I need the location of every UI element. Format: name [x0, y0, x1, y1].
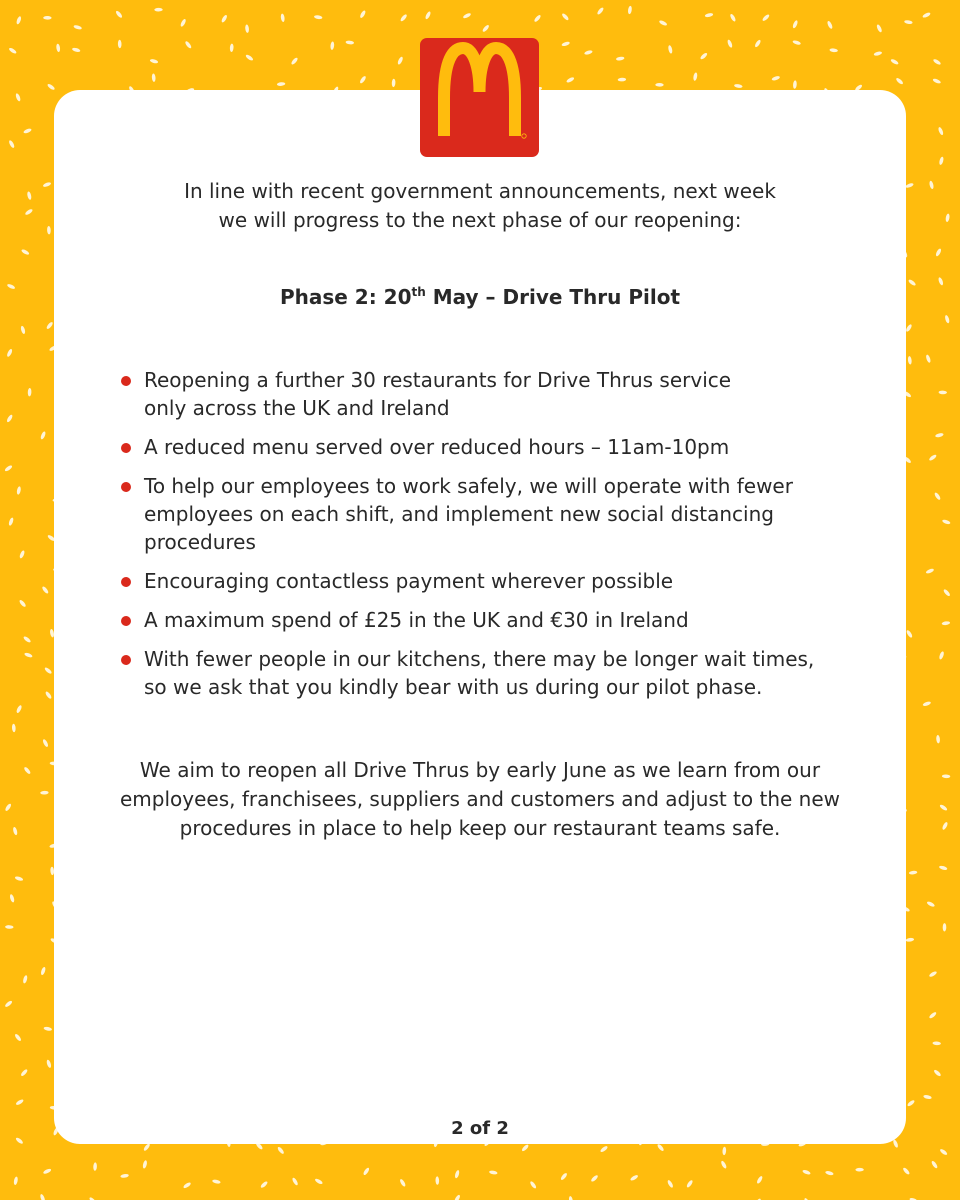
- sesame-seed: [928, 1011, 937, 1019]
- sesame-seed: [24, 208, 33, 216]
- sesame-seed: [729, 13, 736, 22]
- sesame-seed: [890, 58, 899, 65]
- sesame-seed: [533, 14, 541, 23]
- sesame-seed: [46, 321, 54, 330]
- sesame-seed: [722, 1147, 726, 1156]
- sesame-seed: [734, 84, 743, 89]
- sesame-seed: [938, 651, 944, 660]
- sesame-seed: [462, 12, 471, 19]
- sesame-seed: [668, 45, 673, 54]
- sesame-seed: [925, 354, 931, 363]
- bullet-dot-icon: [121, 655, 131, 665]
- sesame-seed: [359, 75, 367, 84]
- sesame-seed: [936, 735, 940, 744]
- sesame-seed: [943, 923, 947, 931]
- sesame-seed: [793, 80, 797, 89]
- sesame-seed: [8, 140, 15, 149]
- sesame-seed: [44, 667, 53, 675]
- sesame-seed: [221, 14, 228, 23]
- sesame-seed: [568, 1196, 573, 1200]
- sesame-seed: [245, 24, 249, 33]
- sesame-seed: [47, 83, 56, 91]
- sesame-seed: [932, 78, 941, 85]
- sesame-seed: [47, 226, 51, 235]
- sesame-seed: [566, 76, 575, 83]
- list-item: [120, 366, 860, 422]
- sesame-seed: [72, 47, 81, 53]
- phase-heading-prefix: Phase 2: 20: [279, 285, 412, 309]
- outro-line: employees, franchisees, suppliers and customers and adjust to the new: [119, 787, 841, 811]
- registered-mark-icon: [522, 134, 526, 138]
- sesame-seed: [928, 454, 937, 462]
- sesame-seed: [855, 1168, 863, 1172]
- sesame-seed: [792, 20, 799, 29]
- outro-text: [54, 756, 906, 843]
- sesame-seed: [291, 1177, 298, 1186]
- outro-line: procedures in place to help keep our restaurant teams safe.: [179, 816, 781, 840]
- sesame-seed: [907, 1099, 916, 1107]
- sesame-seed: [45, 691, 53, 700]
- sesame-seed: [5, 925, 14, 929]
- sesame-seed: [15, 1137, 24, 1145]
- sesame-seed: [6, 414, 14, 423]
- sesame-seed: [596, 7, 604, 16]
- sesame-seed: [184, 40, 192, 49]
- sesame-seed: [40, 966, 46, 975]
- sesame-seed: [906, 629, 914, 638]
- sesame-seed: [705, 12, 714, 17]
- bullet-dot-icon: [121, 616, 131, 626]
- sesame-seed: [584, 50, 593, 56]
- bullet-line: Reopening a further 30 restaurants for Drive Thrus service: [144, 368, 732, 392]
- sesame-seed: [73, 24, 82, 30]
- sesame-seed: [12, 827, 18, 836]
- sesame-seed: [922, 12, 931, 19]
- sesame-seed: [939, 156, 945, 165]
- sesame-seed: [260, 1180, 269, 1188]
- sesame-seed: [482, 24, 490, 33]
- sesame-seed: [23, 635, 32, 643]
- sesame-seed: [720, 1160, 727, 1169]
- sesame-seed: [933, 1069, 942, 1077]
- sesame-seed: [699, 52, 708, 60]
- sesame-seed: [16, 16, 22, 25]
- sesame-seed: [939, 390, 948, 394]
- phase-heading-suffix: May – Drive Thru Pilot: [425, 285, 681, 309]
- outro-line: We aim to reopen all Drive Thrus by early June as we learn from our: [139, 758, 821, 782]
- sesame-seed: [28, 388, 32, 397]
- sesame-seed: [41, 586, 49, 595]
- sesame-seed: [693, 72, 698, 81]
- sesame-seed: [756, 1175, 763, 1184]
- sesame-seed: [93, 1162, 97, 1171]
- sesame-seed: [143, 1143, 151, 1152]
- intro-line: we will progress to the next phase of our reopening:: [218, 208, 742, 232]
- sesame-seed: [9, 894, 15, 903]
- bullet-line: A maximum spend of £25 in the UK and €30 in Ireland: [144, 608, 689, 632]
- bullet-line: employees on each shift, and implement new social distancing: [144, 502, 774, 526]
- sesame-seed: [6, 348, 13, 357]
- sesame-seed: [280, 13, 285, 22]
- sesame-seed: [183, 1181, 192, 1189]
- sesame-seed: [905, 323, 913, 332]
- sesame-seed: [8, 47, 17, 55]
- bullet-dot-icon: [121, 577, 131, 587]
- golden-arches-icon: [420, 38, 539, 157]
- sesame-seed: [362, 1167, 370, 1176]
- sesame-seed: [120, 1173, 129, 1178]
- announcement-card: [54, 90, 906, 1144]
- sesame-seed: [118, 40, 122, 49]
- sesame-seed: [560, 1172, 568, 1181]
- sesame-seed: [802, 1169, 811, 1175]
- sesame-seed: [941, 621, 950, 626]
- phase-heading: [54, 285, 906, 309]
- sesame-seed: [21, 248, 30, 255]
- sesame-seed: [895, 77, 904, 85]
- sesame-seed: [43, 1168, 52, 1175]
- sesame-seed: [939, 865, 948, 871]
- sesame-seed: [27, 191, 32, 200]
- sesame-seed: [397, 56, 404, 65]
- sesame-seed: [22, 975, 28, 984]
- sesame-seed: [944, 315, 950, 324]
- sesame-seed: [938, 277, 944, 286]
- intro-text: [54, 177, 906, 235]
- sesame-seed: [908, 279, 917, 287]
- sesame-seed: [15, 93, 21, 102]
- list-item: [120, 433, 860, 461]
- sesame-seed: [400, 13, 408, 22]
- sesame-seed: [656, 1143, 664, 1152]
- sesame-seed: [628, 6, 633, 15]
- sesame-seed: [489, 1170, 498, 1175]
- sesame-seed: [935, 248, 942, 257]
- sesame-seed: [908, 356, 913, 365]
- sesame-seed: [935, 432, 944, 438]
- sesame-seed: [40, 791, 49, 795]
- sesame-seed: [923, 1094, 932, 1099]
- sesame-seed: [667, 1179, 674, 1188]
- list-item: [120, 606, 860, 634]
- sesame-seed: [56, 43, 61, 52]
- sesame-seed: [939, 804, 948, 812]
- sesame-seed: [19, 550, 26, 559]
- sesame-seed: [659, 20, 668, 27]
- sesame-seed: [424, 11, 431, 20]
- sesame-seed: [454, 1170, 460, 1179]
- sesame-seed: [152, 73, 156, 82]
- sesame-seed: [4, 1000, 13, 1008]
- sesame-seed: [245, 54, 254, 62]
- sesame-seed: [686, 1179, 694, 1188]
- sesame-seed: [13, 1176, 18, 1185]
- mcdonalds-logo: [420, 38, 539, 157]
- bullet-dot-icon: [121, 376, 131, 386]
- sesame-seed: [945, 213, 950, 222]
- sesame-seed: [142, 1160, 148, 1169]
- sesame-seed: [392, 79, 396, 88]
- sesame-seed: [943, 588, 951, 597]
- sesame-seed: [15, 1098, 24, 1105]
- page-indicator: 2 of 2: [451, 1118, 509, 1139]
- sesame-seed: [290, 57, 298, 66]
- bullet-line: To help our employees to work safely, we will operate with fewer: [144, 474, 793, 498]
- sesame-seed: [909, 870, 918, 875]
- sesame-seed: [762, 14, 771, 22]
- sesame-seed: [829, 48, 838, 53]
- sesame-seed: [277, 1146, 285, 1155]
- sesame-seed: [14, 876, 23, 882]
- sesame-seed: [43, 1026, 52, 1031]
- bullet-dot-icon: [121, 482, 131, 492]
- bullet-line: only across the UK and Ireland: [144, 396, 450, 420]
- sesame-seed: [39, 1194, 45, 1200]
- sesame-seed: [42, 739, 49, 748]
- sesame-seed: [12, 724, 16, 733]
- sesame-seed: [825, 1170, 834, 1176]
- bullet-line: A reduced menu served over reduced hours – 11am-10pm: [144, 435, 730, 459]
- intro-line: In line with recent government announcements, next week: [184, 179, 776, 203]
- bullet-line: so we ask that you kindly bear with us during our pilot phase.: [144, 675, 763, 699]
- sesame-seed: [212, 1179, 221, 1184]
- bullet-line: Encouraging contactless payment wherever possible: [144, 569, 674, 593]
- sesame-seed: [115, 10, 123, 19]
- sesame-seed: [16, 705, 23, 714]
- sesame-seed: [922, 701, 931, 707]
- sesame-seed: [590, 1174, 599, 1182]
- sesame-seed: [771, 75, 780, 81]
- sesame-seed: [925, 568, 934, 575]
- sesame-seed: [23, 766, 31, 775]
- sesame-seed: [435, 1176, 439, 1185]
- list-item: [120, 472, 860, 556]
- sesame-seed: [932, 58, 941, 66]
- sesame-seed: [928, 970, 937, 977]
- sesame-seed: [618, 78, 627, 82]
- sesame-seed: [826, 20, 833, 29]
- bullet-line: With fewer people in our kitchens, there may be longer wait times,: [144, 647, 815, 671]
- sesame-seed: [4, 803, 12, 812]
- sesame-seed: [16, 486, 21, 495]
- list-item: [120, 567, 860, 595]
- sesame-seed: [561, 41, 570, 47]
- sesame-seed: [14, 1033, 22, 1042]
- sesame-seed: [904, 20, 913, 25]
- sesame-seed: [942, 774, 951, 778]
- sesame-seed: [529, 1180, 537, 1189]
- sesame-seed: [314, 1178, 323, 1185]
- sesame-seed: [873, 51, 882, 57]
- sesame-seed: [149, 58, 158, 64]
- bullet-list: [120, 366, 860, 712]
- sesame-seed: [42, 181, 51, 187]
- sesame-seed: [20, 325, 26, 334]
- sesame-seed: [929, 180, 935, 189]
- sesame-seed: [40, 431, 47, 440]
- sesame-seed: [934, 492, 942, 501]
- sesame-seed: [630, 1174, 639, 1181]
- sesame-seed: [942, 519, 951, 525]
- sesame-seed: [23, 128, 32, 134]
- sesame-seed: [932, 1041, 941, 1045]
- sesame-seed: [754, 39, 762, 48]
- sesame-seed: [277, 82, 286, 86]
- sesame-seed: [7, 283, 16, 290]
- sesame-seed: [359, 10, 366, 19]
- sesame-seed: [902, 1167, 910, 1176]
- sesame-seed: [24, 652, 33, 658]
- sesame-seed: [938, 127, 945, 136]
- sesame-seed: [330, 41, 334, 50]
- sesame-seed: [792, 40, 801, 46]
- sesame-seed: [600, 1145, 609, 1153]
- sesame-seed: [876, 24, 883, 33]
- sesame-seed: [154, 8, 162, 12]
- list-item: [120, 645, 860, 701]
- sesame-seed: [88, 1196, 96, 1200]
- sesame-seed: [892, 1139, 898, 1148]
- bullet-line: procedures: [144, 530, 256, 554]
- sesame-seed: [43, 16, 51, 20]
- sesame-seed: [905, 937, 914, 942]
- sesame-seed: [616, 56, 625, 61]
- sesame-seed: [180, 18, 187, 27]
- sesame-seed: [521, 1144, 529, 1152]
- bullet-dot-icon: [121, 443, 131, 453]
- sesame-seed: [345, 40, 354, 44]
- sesame-seed: [941, 821, 948, 830]
- sesame-seed: [4, 464, 13, 472]
- sesame-seed: [454, 1194, 461, 1200]
- sesame-seed: [939, 1148, 948, 1156]
- sesame-seed: [314, 15, 323, 20]
- sesame-seed: [655, 83, 663, 87]
- sesame-seed: [931, 1160, 939, 1169]
- sesame-seed: [18, 599, 26, 608]
- sesame-seed: [905, 182, 914, 188]
- sesame-seed: [20, 1068, 28, 1077]
- sesame-seed: [8, 517, 14, 526]
- sesame-seed: [926, 901, 935, 908]
- phase-heading-superscript: th: [411, 285, 426, 299]
- sesame-seed: [46, 1059, 52, 1068]
- sesame-seed: [399, 1178, 406, 1187]
- sesame-seed: [230, 43, 234, 52]
- sesame-seed: [727, 39, 733, 48]
- sesame-seed: [561, 13, 569, 22]
